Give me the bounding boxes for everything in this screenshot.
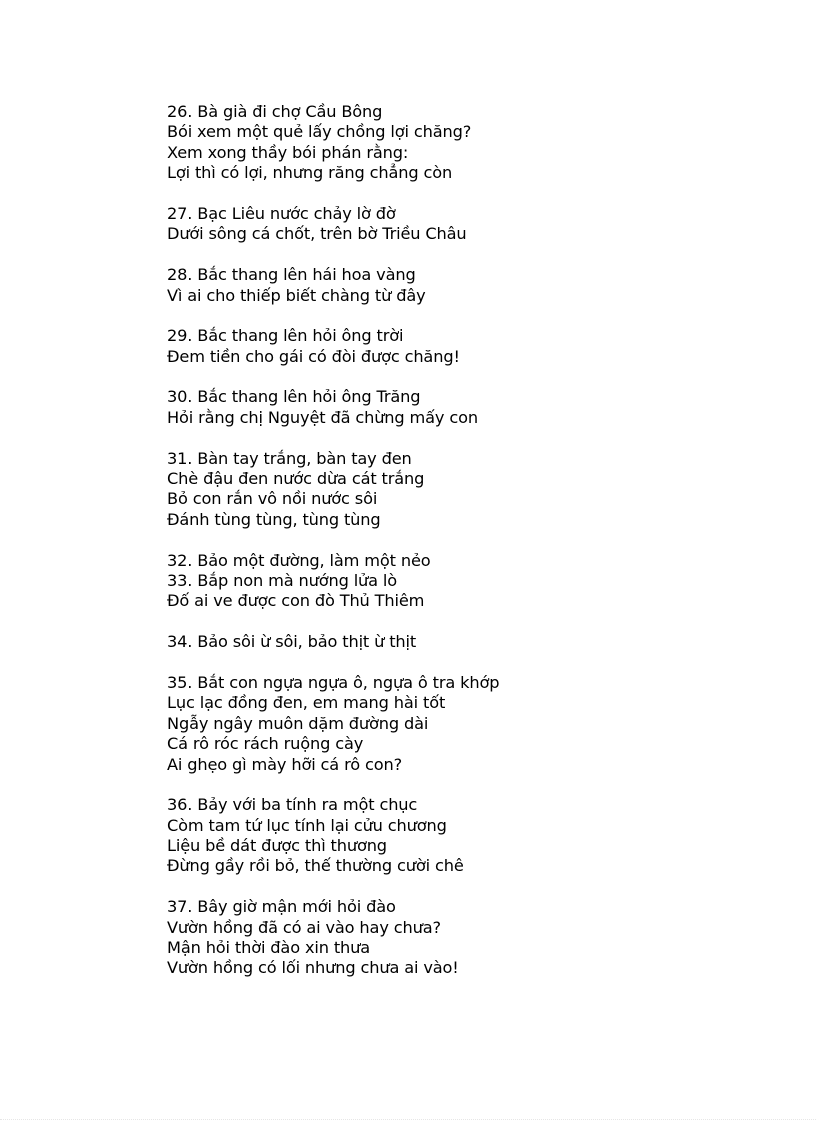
stanza-30 (167, 387, 767, 428)
page-bottom-edge (0, 1119, 816, 1120)
stanza-26 (167, 102, 767, 184)
stanza-29 (167, 326, 767, 367)
verse-line: Mận hỏi thời đào xin thưa (167, 938, 371, 958)
verse-line: Hỏi rằng chị Nguyệt đã chừng mấy con (167, 407, 478, 427)
verse-line: Bói xem một quẻ lấy chồng lợi chăng? (167, 122, 472, 142)
verse-line: Đố ai ve được con đò Thủ Thiêm (167, 591, 425, 611)
verse-line: 33. Bắp non mà nướng lửa lò (167, 570, 398, 590)
verse-line: 36. Bảy với ba tính ra một chục (167, 795, 418, 815)
stanza-32-33 (167, 551, 767, 612)
stanza-34 (167, 632, 767, 652)
document-page (167, 102, 767, 999)
stanza-27 (167, 204, 767, 245)
stanza-31 (167, 449, 767, 531)
verse-line: Chè đậu đen nước dừa cát trắng (167, 469, 425, 489)
verse-line: Liệu bề dát được thì thương (167, 836, 387, 856)
verse-line: Lục lạc đồng đen, em mang hài tốt (167, 693, 446, 713)
verse-line: Ai ghẹo gì mày hỡi cá rô con? (167, 754, 403, 774)
verse-line: Vườn hồng đã có ai vào hay chưa? (167, 917, 441, 937)
verse-line: Đánh tùng tùng, tùng tùng (167, 509, 381, 529)
verse-line: Vì ai cho thiếp biết chàng từ đây (167, 285, 426, 305)
verse-line: 35. Bắt con ngựa ngựa ô, ngựa ô tra khớp (167, 672, 500, 692)
stanza-36 (167, 795, 767, 877)
verse-line: 34. Bảo sôi ừ sôi, bảo thịt ừ thịt (167, 632, 417, 652)
verse-line: Dưới sông cá chốt, trên bờ Triều Châu (167, 224, 467, 244)
verse-line: Xem xong thầy bói phán rằng: (167, 142, 409, 162)
verse-line: 37. Bây giờ mận mới hỏi đào (167, 897, 396, 917)
verse-line: Còm tam tứ lục tính lại cửu chương (167, 815, 447, 835)
verse-line: 29. Bắc thang lên hỏi ông trời (167, 326, 404, 346)
verse-line: 27. Bạc Liêu nước chảy lờ đờ (167, 203, 396, 223)
verse-line: Ngẫy ngây muôn dặm đường dài (167, 713, 429, 733)
verse-line: 26. Bà già đi chợ Cầu Bông (167, 102, 383, 121)
verse-line: Lợi thì có lợi, nhưng răng chẳng còn (167, 163, 453, 183)
verse-line: 30. Bắc thang lên hỏi ông Trăng (167, 387, 421, 407)
verse-line: 28. Bắc thang lên hái hoa vàng (167, 265, 416, 285)
stanza-37 (167, 897, 767, 979)
verse-line: Cá rô róc rách ruộng cày (167, 734, 364, 754)
stanza-28 (167, 265, 767, 306)
verse-line: Vườn hồng có lối nhưng chưa ai vào! (167, 958, 459, 978)
verse-line: Đừng gầy rồi bỏ, thế thường cười chê (167, 856, 464, 876)
verse-line: 32. Bảo một đường, làm một nẻo (167, 550, 431, 570)
verse-line: Bỏ con rắn vô nồi nước sôi (167, 489, 378, 509)
verse-line: 31. Bàn tay trắng, bàn tay đen (167, 448, 412, 468)
stanza-35 (167, 673, 767, 775)
verse-line: Đem tiền cho gái có đòi được chăng! (167, 346, 460, 366)
